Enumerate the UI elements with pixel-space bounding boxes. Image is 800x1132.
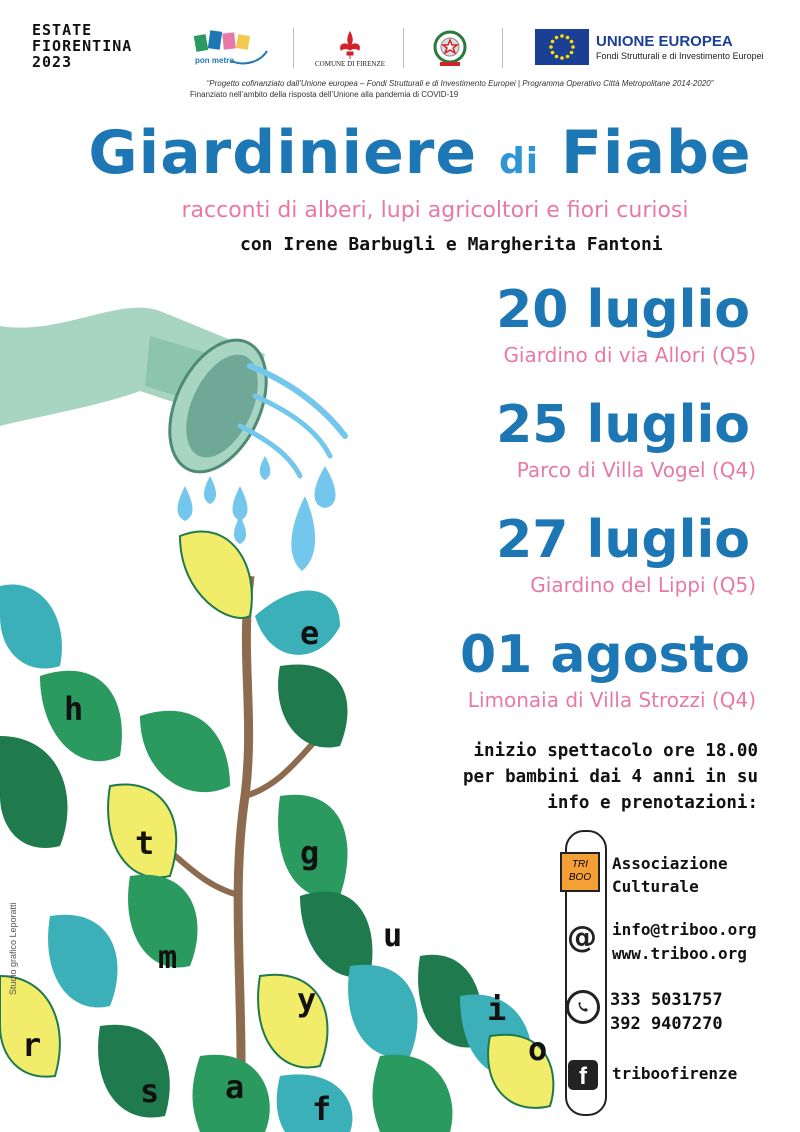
title-word: Fiabe (560, 118, 752, 188)
ponmetro-icon (191, 27, 269, 71)
leaf-letter: o (528, 1030, 548, 1068)
comune-label: COMUNE DI FIRENZE (315, 60, 385, 68)
at-icon: @ (567, 920, 597, 955)
logo-text: BOO (568, 872, 592, 883)
plant-stem (238, 576, 250, 1132)
fleur-de-lis-icon (335, 30, 365, 60)
web-contacts (612, 918, 757, 966)
show-info (463, 738, 758, 816)
event-date: 25 luglio (496, 395, 750, 455)
facebook-icon: f (568, 1060, 598, 1090)
event-date: 27 luglio (496, 510, 750, 570)
festival-line: ESTATE (32, 21, 93, 39)
title-word: Giardiniere (88, 118, 478, 188)
leaf-letter: f (312, 1090, 332, 1128)
water-drop (260, 456, 271, 480)
event-place: Limonaia di Villa Strozzi (Q4) (467, 688, 756, 712)
assoc-line: Associazione (612, 854, 728, 873)
repubblica-emblem (425, 26, 475, 72)
funding-line: “Progetto cofinanziato dall’Unione europea – Fondi Strutturali e di Investimento Europei | Programma Operativo Città Metropolitane 2014-2020” (206, 79, 714, 88)
whatsapp-icon (566, 990, 600, 1024)
svg-text:pon metro: pon metro (195, 56, 235, 65)
facebook-handle[interactable]: triboofirenze (612, 1064, 738, 1083)
leaf-letter: m (158, 938, 178, 976)
event-place: Giardino di via Allori (Q5) (503, 343, 756, 367)
event-place: Parco di Villa Vogel (Q4) (516, 458, 756, 482)
funding-line: Finanziato nell’ambito della risposta dell’Unione alla pandemia di COVID-19 (190, 90, 459, 99)
leaf-letter: a (225, 1068, 245, 1106)
info-line: inizio spettacolo ore 18.00 (473, 741, 758, 761)
estate-fiorentina-logo (32, 22, 132, 70)
leaf-letter: h (64, 690, 84, 728)
water-drop (178, 486, 193, 521)
comune-firenze-logo (315, 26, 385, 72)
water-drop (314, 466, 335, 508)
water-drop (204, 476, 216, 504)
poster-subtitle: racconti di alberi, lupi agricoltori e fiori curiosi (181, 198, 689, 223)
leaf-letter: t (135, 824, 155, 862)
divider (502, 28, 503, 68)
divider (403, 28, 404, 68)
ponmetro-logo (190, 26, 270, 72)
festival-line: 2023 (32, 53, 73, 71)
info-line: info e prenotazioni: (547, 793, 758, 813)
divider (293, 28, 294, 68)
leaf-letter: r (22, 1026, 42, 1064)
info-line: per bambini dai 4 anni in su (462, 767, 758, 787)
poster-title (0, 118, 800, 188)
leaf-letter: y (297, 981, 317, 1019)
leaf-letter: u (383, 916, 403, 954)
funding-note (120, 78, 800, 100)
italian-emblem-icon (432, 29, 468, 69)
eu-title: UNIONE EUROPEA (596, 33, 733, 50)
event-date: 20 luglio (496, 280, 750, 340)
leaf-letter: g (300, 834, 320, 872)
leaf-letter: s (140, 1072, 160, 1110)
event-place: Giardino del Lippi (Q5) (530, 573, 756, 597)
eu-subtitle: Fondi Strutturali e di Investimento Europei (596, 51, 764, 61)
phone-number[interactable]: 333 5031757 (610, 990, 723, 1010)
assoc-line: Culturale (612, 877, 699, 896)
authors: con Irene Barbugli e Margherita Fantoni (240, 234, 663, 255)
title-di: di (498, 141, 540, 182)
leaves (0, 531, 553, 1132)
association-name (612, 852, 728, 898)
design-credit: Studio grafico Leporatti (8, 902, 18, 995)
water-drop (234, 516, 246, 544)
website-link[interactable]: www.triboo.org (612, 944, 747, 963)
logo-text: TRI (571, 859, 589, 870)
triboo-logo (560, 852, 600, 892)
email-link[interactable]: info@triboo.org (612, 920, 757, 939)
phone-number[interactable]: 392 9407270 (610, 1014, 723, 1034)
leaf-letter: i (487, 990, 507, 1028)
water-drop (291, 496, 315, 571)
festival-line: FIORENTINA (32, 37, 133, 55)
eu-flag-icon (535, 29, 589, 65)
water-drop (233, 486, 248, 521)
event-date: 01 agosto (459, 625, 750, 685)
leaf-letter: e (300, 614, 320, 652)
phone-numbers (610, 988, 723, 1036)
